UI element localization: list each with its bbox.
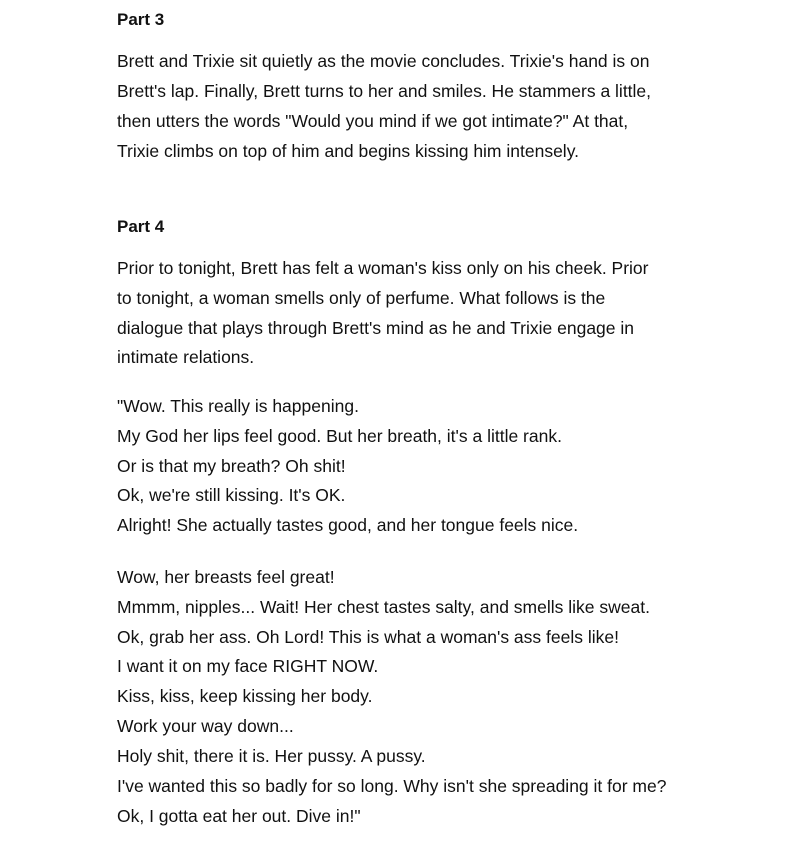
- monologue-1-line-3: Or is that my breath? Oh shit!: [117, 456, 346, 476]
- monologue-2-line-2: Mmmm, nipples... Wait! Her chest tastes salty, and smells like sweat.: [117, 597, 650, 617]
- monologue-2-line-3: Ok, grab her ass. Oh Lord! This is what a woman's ass feels like!: [117, 627, 619, 647]
- part-4-intro-line-2: to tonight, a woman smells only of perfume. What follows is the: [117, 288, 606, 308]
- part-4-intro-line-1: Prior to tonight, Brett has felt a woman's kiss only on his cheek. Prior: [117, 258, 649, 278]
- part-3-line-3: then utters the words "Would you mind if we got intimate?" At that,: [117, 111, 629, 131]
- part-3-line-2: Brett's lap. Finally, Brett turns to her and smiles. He stammers a little,: [117, 81, 652, 101]
- monologue-1-line-2: My God her lips feel good. But her breath, it's a little rank.: [117, 426, 562, 446]
- monologue-1-line-5: Alright! She actually tastes good, and her tongue feels nice.: [117, 515, 579, 535]
- monologue-2-line-8: I've wanted this so badly for so long. Why isn't she spreading it for me?: [117, 776, 667, 796]
- monologue-2-line-7: Holy shit, there it is. Her pussy. A pussy.: [117, 746, 426, 766]
- part-4-intro-line-3: dialogue that plays through Brett's mind as he and Trixie engage in: [117, 318, 635, 338]
- monologue-2-line-9: Ok, I gotta eat her out. Dive in!": [117, 806, 361, 826]
- monologue-2-line-4: I want it on my face RIGHT NOW.: [117, 656, 379, 676]
- part-3-heading: Part 3: [117, 10, 165, 29]
- monologue-2-line-6: Work your way down...: [117, 716, 294, 736]
- part-4-heading: Part 4: [117, 217, 165, 236]
- monologue-2-line-5: Kiss, kiss, keep kissing her body.: [117, 686, 373, 706]
- part-3-line-4: Trixie climbs on top of him and begins kissing him intensely.: [117, 141, 580, 161]
- monologue-1-line-1: "Wow. This really is happening.: [117, 396, 359, 416]
- part-4-intro-line-4: intimate relations.: [117, 347, 255, 367]
- part-3-line-1: Brett and Trixie sit quietly as the movie concludes. Trixie's hand is on: [117, 51, 650, 71]
- monologue-1-line-4: Ok, we're still kissing. It's OK.: [117, 485, 346, 505]
- monologue-2-line-1: Wow, her breasts feel great!: [117, 567, 335, 587]
